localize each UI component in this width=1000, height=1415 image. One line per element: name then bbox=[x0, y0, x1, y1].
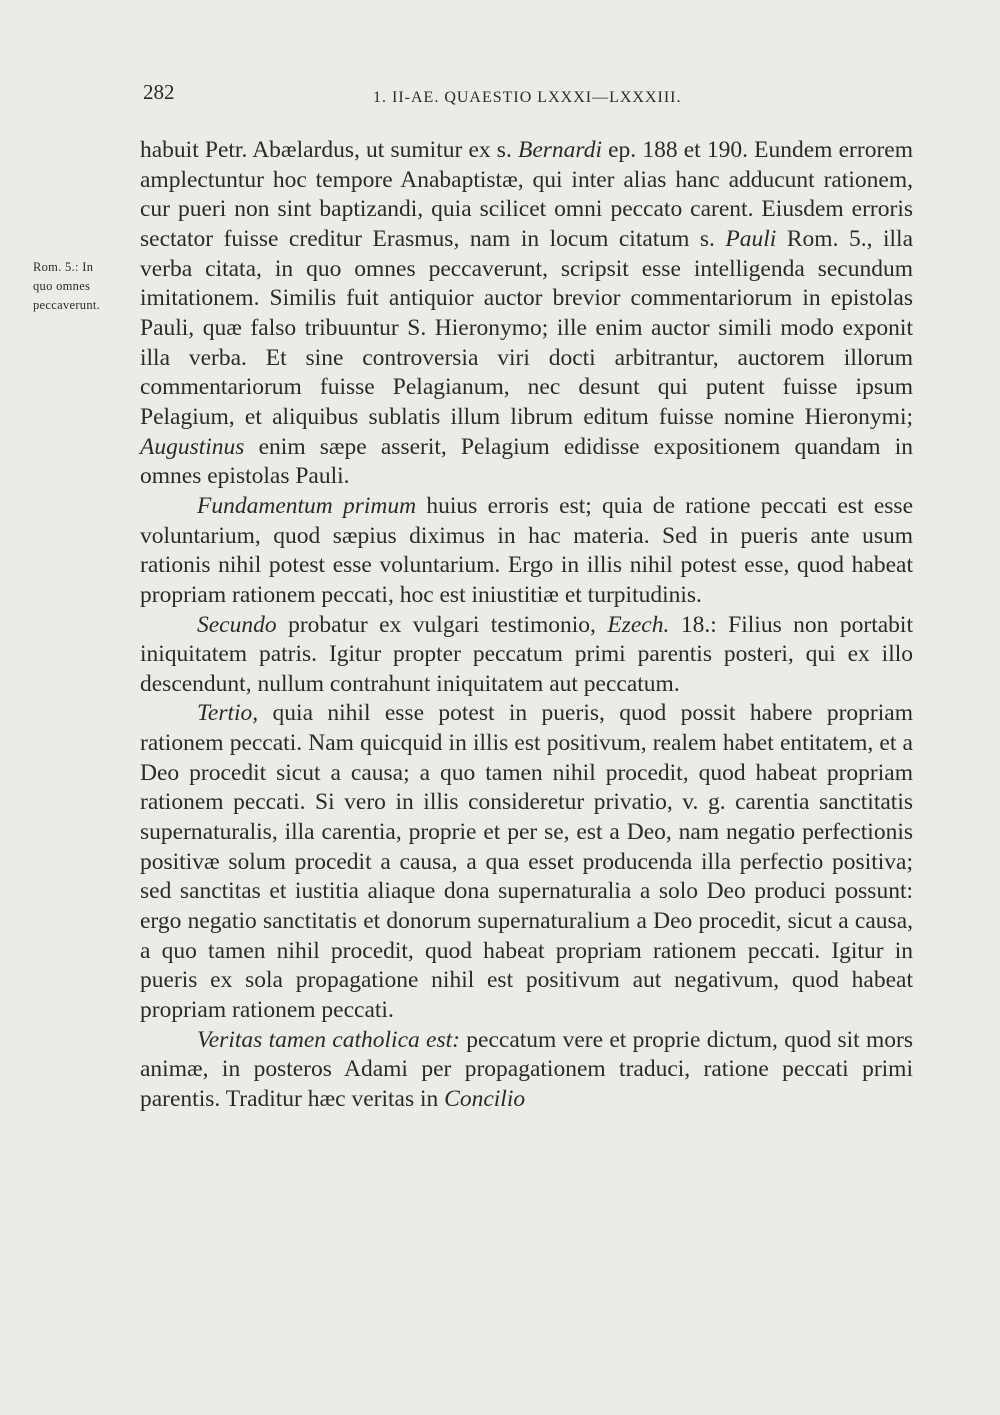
paragraph bbox=[140, 699, 913, 1025]
page-number: 282 bbox=[143, 80, 175, 104]
text-run: peccatum vere et proprie dictum, quod sit mors animæ, in posteros Adami per propagationem traduci, ratione peccati primi parentis. Traditur hæc veritas in bbox=[140, 1026, 913, 1112]
body-text bbox=[140, 136, 913, 1115]
italic-name: Ezech. bbox=[607, 611, 670, 638]
text-run: huius erroris est; quia de ratione peccati est esse voluntarium, quod sæpius diximus in hac materia. Sed in pueris ante usum rationis nihil potest esse voluntarium. Ergo in illis nihil potest esse, quod habeat propriam rationem peccati, hoc est iniustitiæ et turpitudinis. bbox=[140, 492, 914, 608]
italic-heading: Fundamentum primum bbox=[197, 492, 417, 519]
text-run: habuit Petr. Abælardus, ut sumitur ex s. bbox=[140, 137, 518, 163]
italic-heading: Secundo bbox=[197, 611, 277, 638]
italic-heading: Tertio, bbox=[197, 700, 259, 727]
margin-note-line: quo omnes bbox=[33, 279, 91, 293]
margin-note-line: peccaverunt. bbox=[33, 298, 101, 312]
running-head: 1. II-AE. QUAESTIO LXXXI—LXXXIII. bbox=[373, 89, 682, 106]
paragraph bbox=[140, 136, 913, 492]
italic-name: Concilio bbox=[444, 1086, 526, 1112]
italic-heading: Veritas tamen catholica est: bbox=[197, 1026, 460, 1053]
text-run: probatur ex vulgari testimonio, bbox=[276, 611, 608, 638]
page-header bbox=[143, 80, 913, 114]
paragraph bbox=[140, 1026, 913, 1115]
paragraph bbox=[140, 492, 913, 611]
margin-note-line: Rom. 5.: In bbox=[33, 260, 94, 274]
margin-note bbox=[33, 258, 133, 315]
text-run: 18.: Filius non portabit iniquitatem patris. Igitur propter peccatum primi parentis posteri, qui ex illo descendunt, nullum contrahunt iniquitatem aut peccatum. bbox=[140, 611, 913, 697]
italic-name: Augustinus bbox=[140, 433, 245, 460]
italic-name: Pauli bbox=[725, 225, 777, 252]
text-run: ep. 188 et 190. Eundem errorem amplectuntur hoc tempore Anabaptistæ, qui inter alias hanc adducunt rationem, cur pueri non sint baptizandi, quia scilicet omni peccato carent. Eiusdem erroris sectator fuisse creditur Erasmus, nam in locum citatum s. bbox=[140, 137, 913, 252]
text-run: quia nihil esse potest in pueris, quod possit habere propriam rationem peccati. Nam quicquid in illis est positivum, realem habet entitatem, et a Deo procedit sicut a causa; a quo tamen nihil procedit, quod habeat propriam rationem peccati. Si vero in illis consideretur privatio, v. g. carentia sanctitatis supernaturalis, illa carentia, proprie et per se, est a Deo, nam negatio perfectionis positivæ solum procedit a causa, a qua esset producenda illa perfectio positiva; sed sanctitas et iustitia aliaque dona supernaturalia a solo Deo produci possunt: ergo negatio sanctitatis et donorum supernaturalium a Deo procedit, sicut a causa, a quo tamen nihil procedit, quod habeat propriam rationem peccati. Igitur in pueris ex sola propagatione nihil est positivum aut negativum, quod habeat propriam rationem peccati. bbox=[140, 700, 913, 1024]
italic-name: Bernardi bbox=[517, 137, 602, 163]
text-run: enim sæpe asserit, Pelagium edidisse expositionem quandam in omnes epistolas Pauli. bbox=[140, 433, 913, 490]
paragraph bbox=[140, 611, 913, 700]
text-run: Rom. 5., illa verba citata, in quo omnes peccaverunt, scripsit esse intelligenda secundum imitationem. Similis fuit antiquior auctor brevior commentariorum in epistolas Pauli, quæ falso tribuuntur S. Hieronymo; ille enim auctor simili modo exponit illa verba. Et sine controversia viri docti arbitrantur, auctorem illorum commentariorum fuisse Pelagianum, nec desunt qui putent fuisse ipsum Pelagium, et aliquibus sublatis illum librum editum fuisse nomine Hieronymi; bbox=[140, 225, 913, 430]
